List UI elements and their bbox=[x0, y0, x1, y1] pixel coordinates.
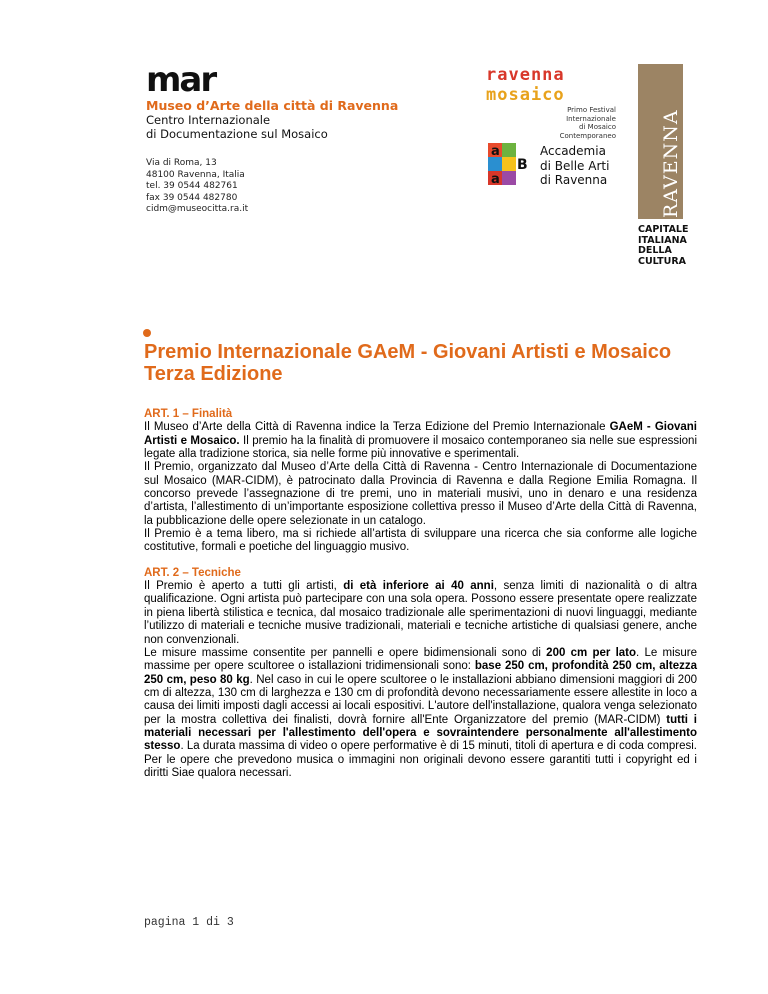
logo-mosaico-word: mosaico bbox=[486, 85, 565, 104]
centre-line-2: di Documentazione sul Mosaico bbox=[146, 127, 328, 141]
festival-sub-4: Contemporaneo bbox=[559, 131, 616, 140]
art1-paragraph-3: Il Premio è a tema libero, ma si richiede all’artista di sviluppare una ricerca che sia conforme alle logiche costitutive, formali e poetiche del linguaggio musivo. bbox=[144, 528, 697, 554]
document-title bbox=[144, 341, 704, 385]
ravenna-2015-text bbox=[660, 68, 704, 218]
bold-run: di età inferiore ai 40 anni bbox=[343, 580, 494, 593]
text-run: Le misure massime consentite per pannelli e opere bidimensionali sono di bbox=[144, 646, 547, 659]
centre-name bbox=[146, 113, 328, 141]
festival-sub-3: di Mosaico bbox=[579, 123, 616, 131]
email[interactable]: cidm@museocitta.ra.it bbox=[146, 204, 249, 215]
contact-block bbox=[146, 158, 248, 216]
bold-run: base 250 cm, profondità 250 cm, altezza 250 cm, peso 80 kg bbox=[144, 660, 697, 686]
art2-paragraph-1 bbox=[144, 580, 697, 647]
bullet-dot-icon bbox=[143, 329, 151, 337]
accademia-line-2: di Belle Arti bbox=[540, 158, 610, 173]
address-line-1: Via di Roma, 13 bbox=[146, 158, 217, 168]
museum-name: Museo d’Arte della città di Ravenna bbox=[146, 98, 399, 113]
text-run: Il Premio è aperto a tutti gli artisti, bbox=[144, 580, 344, 593]
art1-heading: ART. 1 – Finalità bbox=[144, 408, 233, 420]
mar-logo-text: mar bbox=[146, 64, 216, 96]
fax: fax 39 0544 482780 bbox=[146, 192, 238, 203]
accademia-line-1: Accademia bbox=[540, 144, 606, 158]
accademia-name bbox=[540, 144, 609, 188]
art1-paragraph-2: Il Premio, organizzato dal Museo d’Arte della Città di Ravenna - Centro Internazionale di Documentazione sul Mosaico (MAR-CIDM), è patrocinato dalla Provincia di Ravenna e dalla Regione Emilia Romagna. Il concorso prevede l’assegnazione di tre premi, uno in materiali musivi, uno in denaro e una residenza d’artista, l’allestimento di un’importante esposizione collettiva presso il Museo d’Arte della Città di Ravenna, la pubblicazione delle opere selezionate in un catalogo. bbox=[144, 461, 697, 527]
accademia-logo bbox=[488, 143, 532, 192]
title-line-2: Terza Edizione bbox=[144, 363, 283, 385]
document-content bbox=[144, 408, 697, 780]
art1-paragraph-1 bbox=[144, 421, 697, 461]
aba-mark-a-top: a bbox=[491, 144, 500, 159]
ravenna-mosaico-logo bbox=[486, 64, 618, 109]
bold-run: tutti i materiali necessari per l'allestimento dell'opera e sovraintendere personalmente all'allestimento stesso bbox=[144, 713, 697, 753]
aba-mark-b: B bbox=[517, 157, 528, 173]
art2-heading: ART. 2 – Tecniche bbox=[144, 566, 241, 579]
accademia-line-3: di Ravenna bbox=[540, 173, 608, 187]
text-run: . La durata massima di video o opere performative è di 15 minuti, titoli di apertura e di coda compresi. Per le opere che prevedono musica o immagini non originali devono essere garantiti tutti i copyright ed i diritti Siae qualora necessari. bbox=[144, 740, 697, 779]
centre-line-1: Centro Internazionale bbox=[146, 113, 271, 127]
title-line-1: Premio Internazionale GAeM - Giovani Artisti e Mosaico bbox=[144, 341, 672, 363]
logo-ravenna-word: ravenna bbox=[486, 65, 565, 85]
text-run: . Le misure massime per opere scultoree o istallazioni tridimensionali sono: bbox=[144, 646, 697, 673]
mar-logo-mark bbox=[146, 64, 232, 96]
cap-line-3: DELLA bbox=[638, 245, 672, 256]
ravenna-word: RAVENNA bbox=[660, 109, 682, 218]
festival-sub-1: Primo Festival bbox=[567, 106, 616, 114]
aba-mark-a-bottom: a bbox=[491, 172, 500, 187]
spacer bbox=[144, 555, 697, 567]
cap-line-4: CULTURA bbox=[638, 255, 687, 267]
capitale-cultura bbox=[638, 225, 688, 267]
address-line-2: 48100 Ravenna, Italia bbox=[146, 169, 245, 180]
cap-line-1: CAPITALE bbox=[638, 224, 689, 235]
festival-subtitle bbox=[540, 106, 616, 140]
text-run: Il Museo d’Arte della Città di Ravenna indice la Terza Edizione del Premio Internazionale bbox=[144, 421, 610, 434]
text-run: , senza limiti di nazionalità o di altra qualificazione. Ogni artista può partecipare con una sola opera. Possono essere presentate opere realizzate in piena libertà stilistica e tecnica, dal mosaico tradizionale alle sperimentazioni di nuovi linguaggi, mediante l’utilizzo di materiali e tecniche musive tradizionali, materiali e tecniche artistiche di qualsiasi genere, anche non convenzionali. bbox=[144, 580, 697, 646]
page-number: pagina 1 di 3 bbox=[144, 916, 234, 929]
mar-logo bbox=[146, 64, 232, 96]
ravenna-year: 2015 bbox=[682, 165, 704, 218]
festival-sub-2: Internazionale bbox=[566, 114, 616, 123]
text-run: . Nel caso in cui le opere scultoree o le installazioni abbiano dimensioni maggiori di 200 cm di altezza, 130 cm di larghezza e 130 cm di profondità devono necessariamente essere allestite in loco a causa dei limiti imposti dagli accessi ai locali espositivi. L'autore dell'installazione, qualora venga selezionato per la mostra collettiva dei finalisti, dovrà fornire all'Ente Organizzatore del premio (MAR-CIDM) bbox=[144, 673, 697, 726]
art2-paragraph-2 bbox=[144, 647, 697, 780]
telephone: tel. 39 0544 482761 bbox=[146, 181, 238, 192]
bold-run: GAeM - Giovani Artisti e Mosaico. bbox=[144, 421, 697, 447]
bold-run: 200 cm per lato bbox=[546, 646, 637, 659]
text-run: Il premio ha la finalità di promuovere il mosaico contemporaneo sia nelle sue espressioni legate alla tradizione storica, sia nelle forme più innovative e sperimentali. bbox=[144, 434, 697, 461]
cap-line-2: ITALIANA bbox=[638, 234, 687, 246]
